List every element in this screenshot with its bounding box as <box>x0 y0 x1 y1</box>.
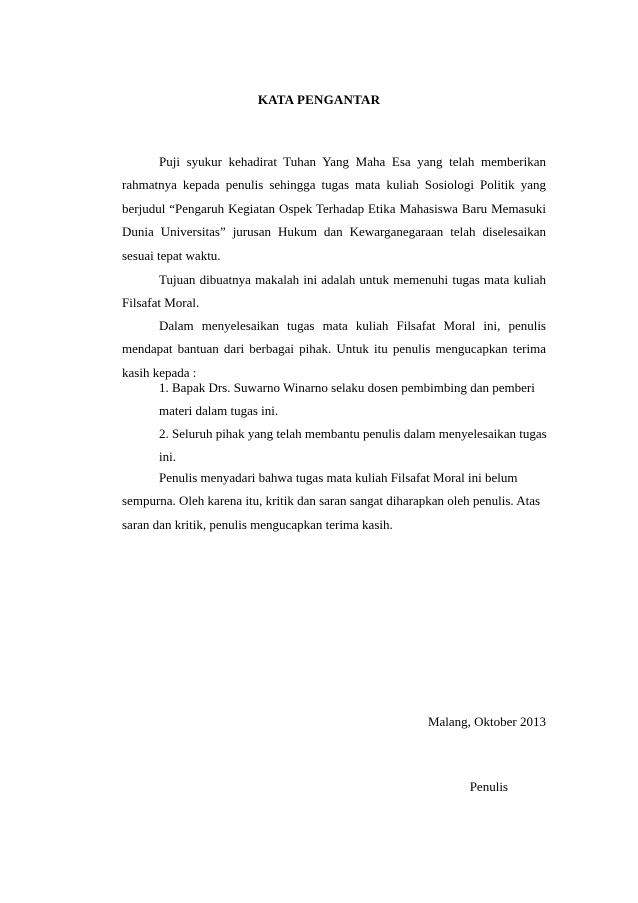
thanks-list-2 <box>159 422 559 469</box>
paragraph-thanks: Dalam menyelesaikan tugas mata kuliah Filsafat Moral ini, penulis mendapat bantuan dari berbagai pihak. Untuk itu penulis mengucapkan terima kasih kepada : <box>122 318 546 380</box>
paragraph-purpose: Tujuan dibuatnya makalah ini adalah untuk memenuhi tugas mata kuliah Filsafat Moral. <box>122 272 546 311</box>
thanks-list-1 <box>159 376 559 423</box>
paragraph-gratitude: Puji syukur kehadirat Tuhan Yang Maha Esa yang telah memberikan rahmatnya kepada penulis sehingga tugas mata kuliah Sosiologi Politik yang berjudul “Pengaruh Kegiatan Ospek Terhadap Etika Mahasiswa Baru Memasuki Dunia Universitas” jurusan Hukum dan Kewarganegaraan telah diselesaikan sesuai tepat waktu. <box>122 154 546 263</box>
author-signature: Penulis <box>469 779 508 794</box>
place-date: Malang, Oktober 2013 <box>427 714 546 729</box>
list-item: 1. Bapak Drs. Suwarno Winarno selaku dosen pembimbing dan pemberi materi dalam tugas ini. <box>159 380 535 419</box>
list-item: 2. Seluruh pihak yang telah membantu penulis dalam menyelesaikan tugas ini. <box>159 426 547 465</box>
paragraph-closing: Penulis menyadari bahwa tugas mata kuliah Filsafat Moral ini belum sempurna. Oleh karena itu, kritik dan saran sangat diharapkan oleh penulis. Atas saran dan kritik, penulis mengucapkan terima kasih. <box>122 470 541 532</box>
page-title: KATA PENGANTAR <box>257 92 381 107</box>
